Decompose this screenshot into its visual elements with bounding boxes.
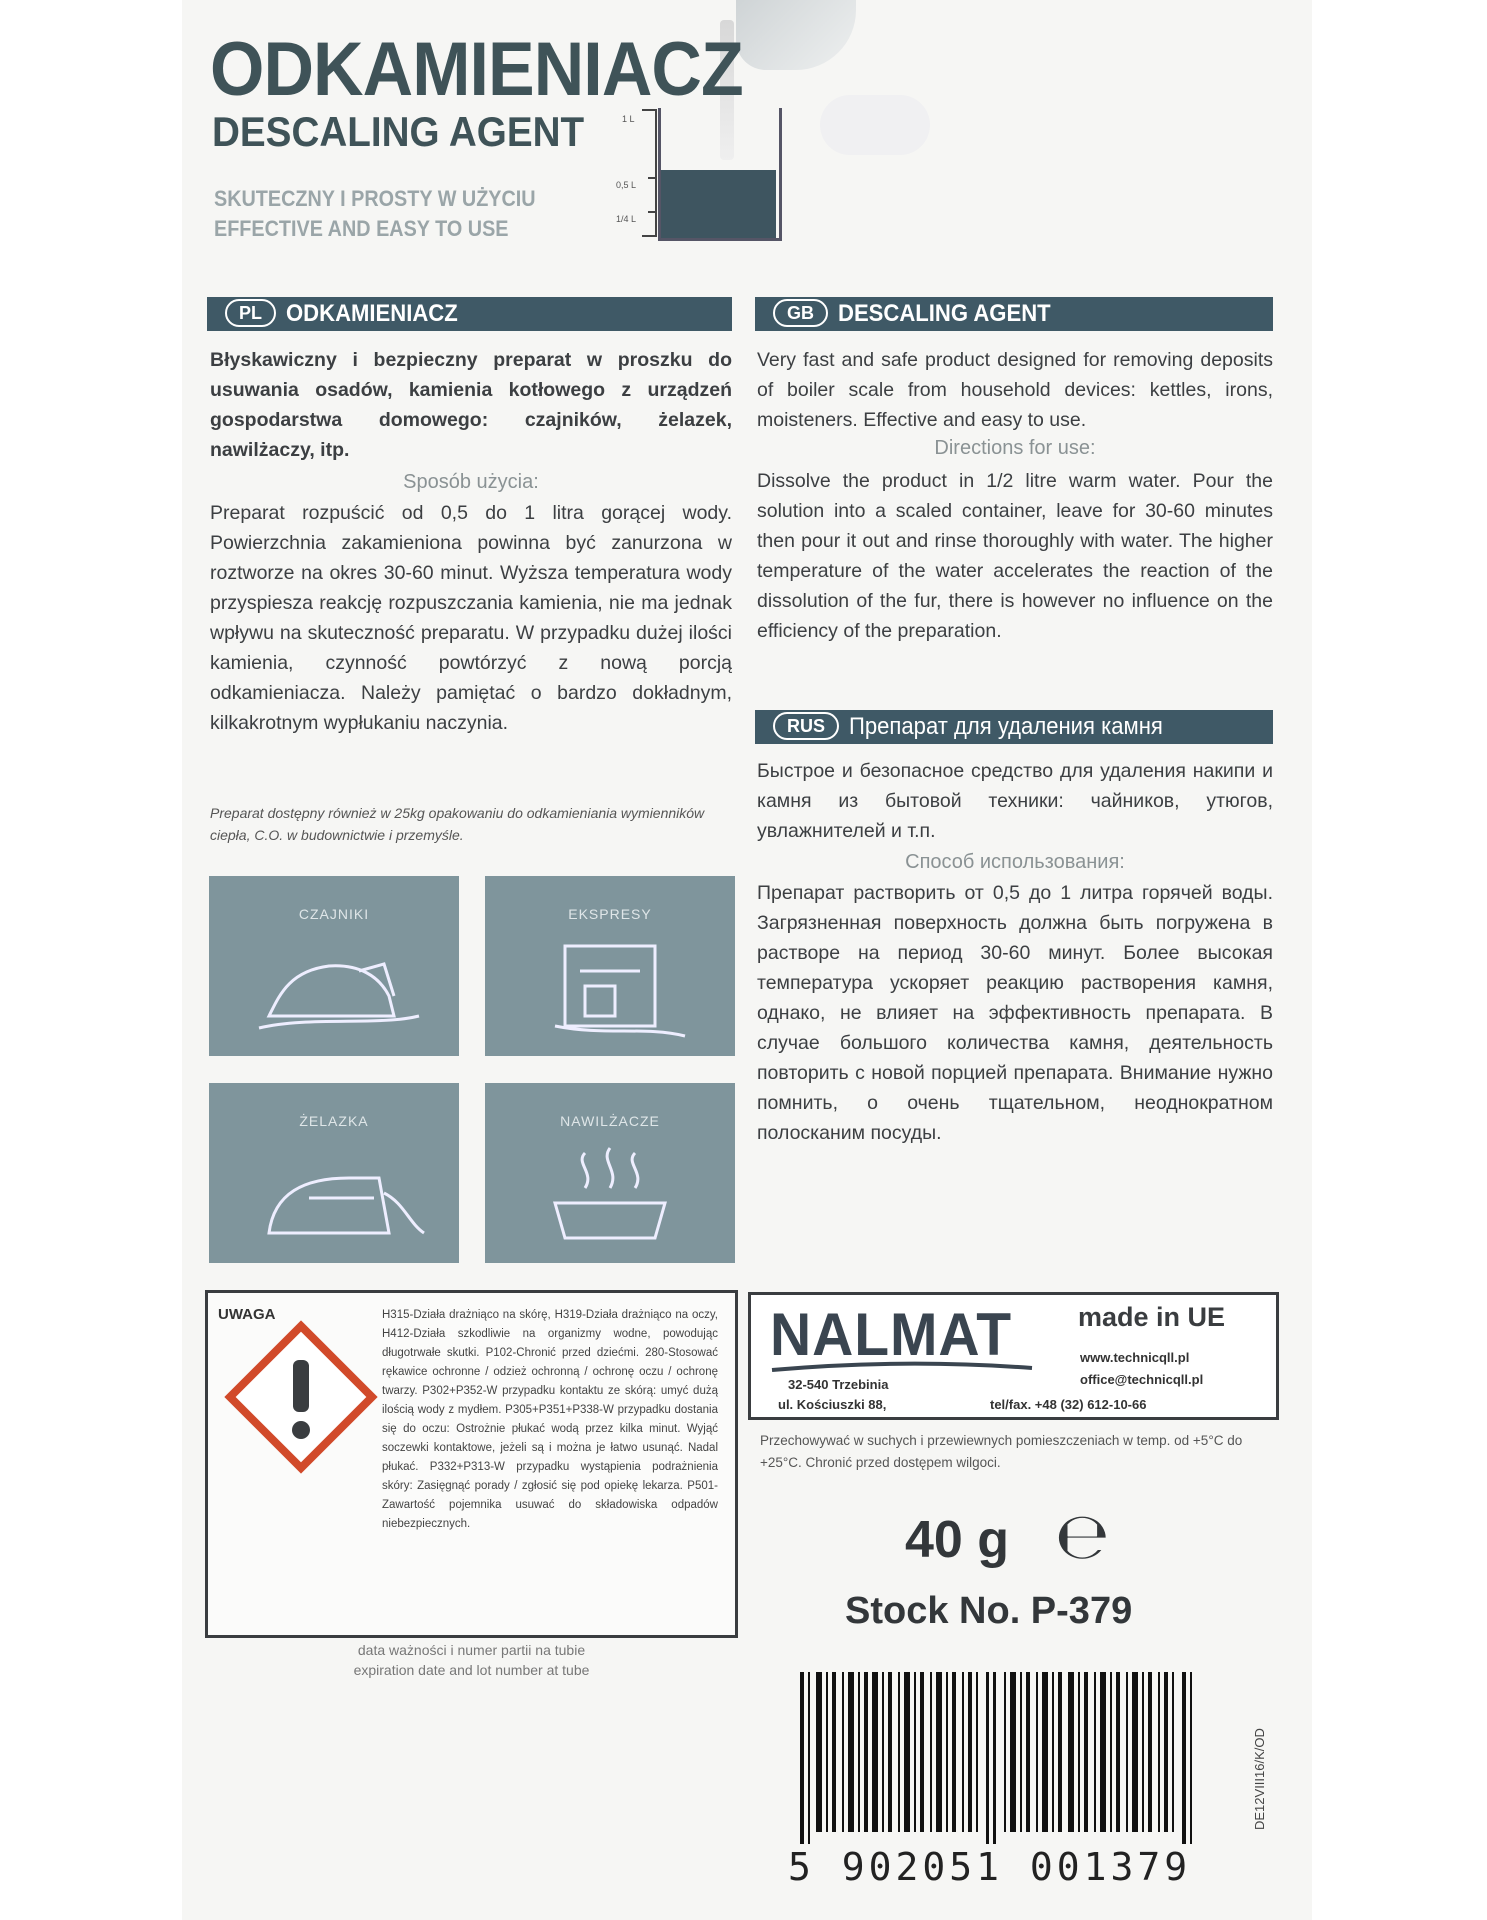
beaker-icon xyxy=(658,108,782,241)
tile-label-humidifiers: NAWILŻACZE xyxy=(560,1113,660,1129)
usage-text-gb: Dissolve the product in 1/2 litre warm water. Pour the solution into a scaled container, leave for 30-60 minutes then pour it out and rinse thoroughly with water. The higher temperature of the water accelerates the reaction of the dissolution of the fur, there is however no influence on the efficiency of the preparation. xyxy=(757,470,1273,642)
usage-heading-rus: Способ использования: xyxy=(905,851,1125,873)
usage-heading-pl: Sposób użycia: xyxy=(403,471,539,493)
tagline-en: EFFECTIVE AND EASY TO USE xyxy=(214,216,509,241)
barcode-number: 5 902051 001379 xyxy=(788,1845,1192,1889)
company-logo: NALMAT xyxy=(770,1301,1013,1368)
humidifier-icon xyxy=(485,1083,735,1263)
badge-rus: RUS xyxy=(773,712,839,740)
usage-text-pl: Preparat rozpuścić od 0,5 do 1 litra gorącej wody. Powierzchnia zakamieniona powinna być zanurzona w roztworze na okres 30-60 minut. Wyższa temperatura wody przyspiesza reakcję rozpuszczania kamienia, nie ma jednak wpływu na skuteczność preparatu. W przypadku dużej ilości kamienia, czynność powtórzyć z nową porcją odkamieniacza. Należy pamiętać o bardzo dokładnym, kilkakrotnym wypłukaniu naczynia. xyxy=(210,502,732,734)
tile-espresso xyxy=(485,876,735,1056)
iron-icon xyxy=(209,1083,459,1263)
section-bar-gb xyxy=(755,297,1273,331)
expiry-note-en: expiration date and lot number at tube xyxy=(353,1662,590,1678)
badge-gb: GB xyxy=(773,299,828,327)
section-heading-gb: DESCALING AGENT xyxy=(838,300,1051,327)
estimated-sign-icon: ℮ xyxy=(1055,1500,1110,1574)
tile-label-espresso: EKSPRESY xyxy=(568,906,652,922)
made-in-label: made in UE xyxy=(1078,1302,1226,1332)
intro-gb: Very fast and safe product designed for removing deposits of boiler scale from household devices: kettles, irons, moisteners. Effective and easy to use. xyxy=(757,349,1273,431)
espresso-machine-icon xyxy=(485,876,735,1056)
batch-code: DE12VIII16/K/OD xyxy=(1252,1728,1267,1830)
exclamation-hazard-icon xyxy=(226,1322,376,1472)
hazard-title: UWAGA xyxy=(218,1306,276,1323)
company-email: office@technicqll.pl xyxy=(1080,1372,1204,1387)
product-subtitle: DESCALING AGENT xyxy=(212,108,585,155)
intro-pl: Błyskawiczny i bezpieczny preparat w proszku do usuwania osadów, kamienia kotłowego z urządzeń gospodarstwa domowego: czajników, żelazek, nawilżaczy, itp. xyxy=(210,349,732,461)
storage-note: Przechowywać w suchych i przewiewnych pomieszczeniach w temp. od +5°C do +25°C. Chronić przed dostępem wilgoci. xyxy=(760,1433,1243,1470)
company-address-2: ul. Kościuszki 88, xyxy=(778,1397,887,1412)
scale-bracket xyxy=(640,108,660,240)
usage-heading-gb: Directions for use: xyxy=(934,437,1096,459)
hazard-statements: H315-Działa drażniąco na skórę, H319-Działa drażniąco na oczy, H412-Działa szkodliwie na organizmy wodne, powodując długotrwałe skutki. P102-Chronić przed dziećmi. 280-Stosować rękawice ochronne / odzież ochronną / ochronę oczu / ochronę twarzy. P302+P352-W przypadku kontaktu ze skórą: umyć dużą ilością wody z mydłem. P305+P351+P338-W przypadku dostania się do oczu: Ostrożnie płukać wodą przez kilka minut. Wyjąć soczewki kontaktowe, jeżeli są i można je łatwo usunąć. Nadal płukać. P332+P313-W przypadku wystąpienia podrażnienia skóry: Zasięgnąć porady / zgłosić się pod opiekę lekarza. P501-Zawartość pojemnika usuwać do składowiska odpadów niebezpiecznych. xyxy=(382,1309,718,1530)
bulk-note-pl: Preparat dostępny również w 25kg opakowaniu do odkamieniania wymienników ciepła, C.O. w budownictwie i przemyśle. xyxy=(210,805,705,843)
tagline-pl: SKUTECZNY I PROSTY W UŻYCIU xyxy=(214,186,536,211)
product-title: ODKAMIENIACZ xyxy=(210,27,743,112)
tile-irons xyxy=(209,1083,459,1263)
tile-humidifiers xyxy=(485,1083,735,1263)
hand-illustration-shadow xyxy=(820,95,930,155)
section-heading-pl: ODKAMIENIACZ xyxy=(286,300,458,327)
barcode xyxy=(800,1672,1200,1844)
usage-text-rus: Препарат растворить от 0,5 до 1 литра горячей воды. Загрязненная поверхность должна быть погружена в растворе на период 30-60 минут. Более высокая температура ускоряет реакцию растворения камня, однако, не влияет на эффективность препарата. В случае большого количества камня, деятельность повторить с новой порцией препарата. Внимание нужно помнить, о очень тщательном, неоднократном полосканим посуды. xyxy=(757,882,1273,1144)
net-weight: 40 g xyxy=(905,1511,1010,1569)
scale-label-1l: 1 L xyxy=(622,114,635,124)
logo-swoosh xyxy=(772,1360,1032,1374)
expiry-note-pl: data ważności i numer partii na tubie xyxy=(357,1642,586,1658)
company-phone: tel/fax. +48 (32) 612-10-66 xyxy=(990,1397,1147,1412)
tile-label-kettles: CZAJNIKI xyxy=(298,906,370,922)
company-address-1: 32-540 Trzebinia xyxy=(788,1377,889,1392)
tile-kettles xyxy=(209,876,459,1056)
scale-label-quarter: 1/4 L xyxy=(616,214,637,224)
kettle-icon xyxy=(209,876,459,1056)
intro-rus: Быстрое и безопасное средство для удаления накипи и камня из бытовой техники: чайников, утюгов, увлажнителей и т.п. xyxy=(757,760,1273,842)
scale-label-half: 0,5 L xyxy=(616,180,637,190)
section-heading-rus: Препарат для удаления камня xyxy=(849,713,1163,740)
section-bar-rus xyxy=(755,710,1273,744)
stock-number: Stock No. P-379 xyxy=(845,1590,1133,1632)
badge-pl: PL xyxy=(225,299,276,327)
tile-label-irons: ŻELAZKA xyxy=(299,1113,369,1129)
section-bar-pl xyxy=(207,297,732,331)
company-website: www.technicqll.pl xyxy=(1080,1350,1190,1365)
